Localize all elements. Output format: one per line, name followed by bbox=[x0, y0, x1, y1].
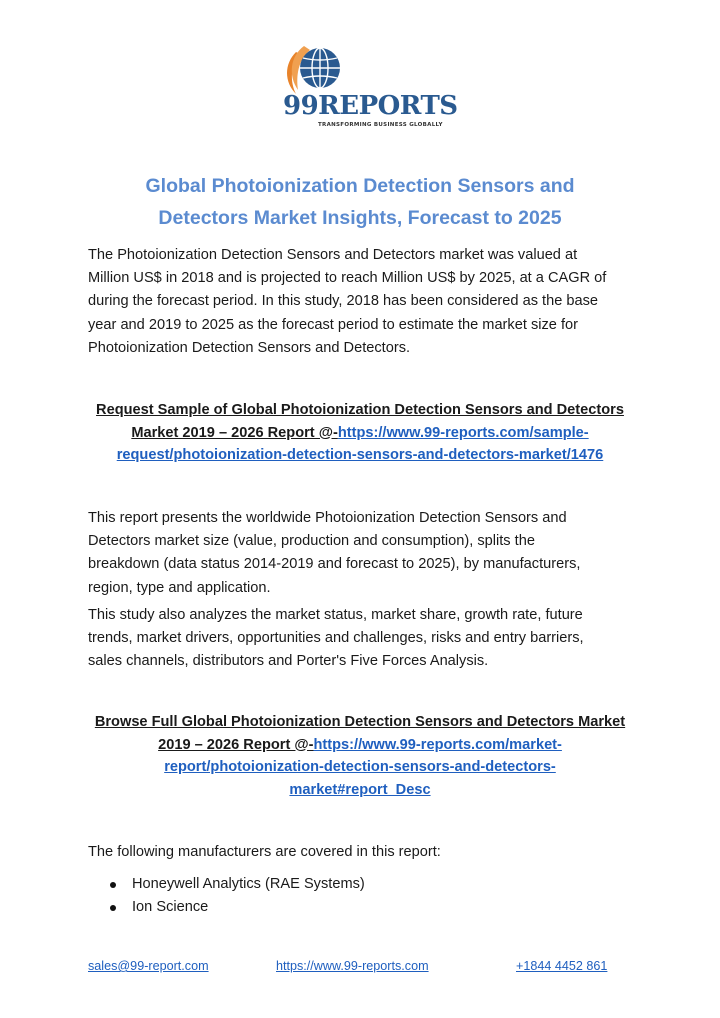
paragraph-line: Million US$ in 2018 and is projected to reach Million US$ by 2025, at a CAGR of bbox=[88, 270, 607, 287]
sample-request-link-continued[interactable]: request/photoionization-detection-sensors-and-detectors-market/1476 bbox=[116, 447, 604, 463]
title-line: Detectors Market Insights, Forecast to 2025 bbox=[158, 207, 562, 229]
paragraph-line: The Photoionization Detection Sensors and Detectors market was valued at bbox=[88, 247, 578, 263]
bullet-icon bbox=[110, 882, 116, 888]
paragraph-line: Photoionization Detection Sensors and Detectors. bbox=[88, 339, 411, 356]
manufacturers-intro bbox=[88, 841, 648, 864]
intro-paragraph bbox=[88, 244, 648, 360]
sample-request-block bbox=[60, 399, 660, 467]
logo-wordmark: 99REPORTS bbox=[283, 91, 458, 121]
paragraph-line: year and 2019 to 2025 as the forecast period to estimate the market size for bbox=[88, 316, 578, 333]
sample-request-link[interactable]: https://www.99-reports.com/sample- bbox=[337, 424, 589, 441]
paragraph-line: This report presents the worldwide Photoionization Detection Sensors and bbox=[88, 510, 567, 526]
browse-report-block bbox=[60, 711, 660, 801]
manufacturers-list bbox=[108, 873, 365, 920]
paragraph-line: Detectors market size (value, production and consumption), splits the bbox=[88, 533, 535, 550]
paragraph-line: trends, market drivers, opportunities and challenges, risks and entry barriers, bbox=[88, 630, 584, 647]
title-line: Global Photoionization Detection Sensors and bbox=[145, 175, 575, 197]
footer-phone-link[interactable]: +1844 4452 861 bbox=[516, 959, 608, 973]
footer-website-link[interactable]: https://www.99-reports.com bbox=[276, 959, 429, 973]
list-item bbox=[108, 873, 365, 896]
bullet-icon bbox=[110, 905, 116, 911]
sample-request-heading: Request Sample of Global Photoionization Detection Sensors and Detectors bbox=[96, 402, 624, 418]
paragraph-line: region, type and application. bbox=[88, 579, 271, 596]
paragraph-line: during the forecast period. In this study, 2018 has been considered as the base bbox=[88, 293, 599, 310]
logo-tagline: TRANSFORMING BUSINESS GLOBALLY bbox=[318, 122, 443, 128]
document-title bbox=[80, 170, 640, 234]
report-overview-paragraph bbox=[88, 507, 648, 600]
paragraph-line: This study also analyzes the market status, market share, growth rate, future bbox=[88, 607, 583, 623]
paragraph-line: The following manufacturers are covered in this report: bbox=[88, 844, 441, 860]
study-scope-paragraph bbox=[88, 604, 648, 674]
browse-report-link-continued[interactable]: report/photoionization-detection-sensors-and-detectors- bbox=[164, 759, 556, 775]
manufacturer-name: Honeywell Analytics (RAE Systems) bbox=[132, 876, 365, 892]
browse-report-heading: Browse Full Global Photoionization Detection Sensors and Detectors Market bbox=[94, 714, 626, 730]
footer-email-link[interactable]: sales@99-report.com bbox=[88, 959, 209, 973]
paragraph-line: breakdown (data status 2014-2019 and forecast to 2025), by manufacturers, bbox=[88, 556, 581, 573]
browse-report-link-end[interactable]: market#report_Desc bbox=[289, 781, 431, 798]
manufacturer-name: Ion Science bbox=[132, 899, 209, 916]
browse-report-link[interactable]: https://www.99-reports.com/market- bbox=[313, 736, 562, 753]
sample-request-text: Market 2019 – 2026 Report @- bbox=[131, 424, 338, 441]
company-logo bbox=[278, 42, 458, 134]
paragraph-line: sales channels, distributors and Porter's Five Forces Analysis. bbox=[88, 653, 489, 670]
list-item bbox=[108, 896, 365, 919]
browse-report-text: 2019 – 2026 Report @- bbox=[158, 736, 314, 753]
